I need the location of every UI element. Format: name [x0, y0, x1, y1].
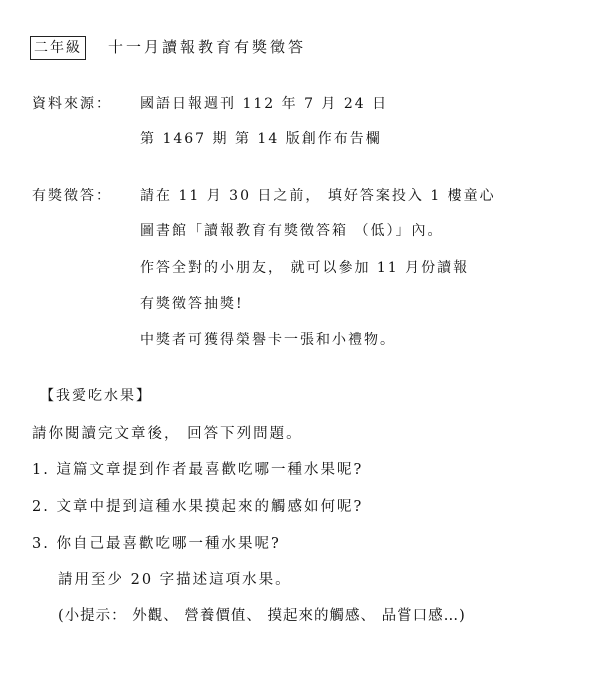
grade-label: 二年級 [30, 36, 86, 60]
question-3: 3. 你自己最喜歡吃哪一種水果呢? [32, 536, 281, 552]
source-label: 資料來源： [32, 96, 112, 112]
prize-label: 有獎徵答： [32, 188, 112, 204]
source-line-2: 第 1467 期 第 14 版創作布告欄 [140, 131, 382, 147]
hint-text: (小提示： 外觀、 營養價值、 摸起來的觸感、 品嘗口感…) [58, 608, 466, 624]
prize-line-2: 圖書館「讀報教育有獎徵答箱 （低）」內。 [140, 223, 444, 239]
topic-heading: 【我愛吃水果】 [40, 388, 152, 404]
source-line-1: 國語日報週刊 112 年 7 月 24 日 [140, 96, 389, 112]
prize-line-1: 請在 11 月 30 日之前， 填好答案投入 1 樓童心 [140, 188, 496, 204]
question-1: 1. 這篇文章提到作者最喜歡吃哪一種水果呢? [32, 462, 364, 478]
question-3-detail: 請用至少 20 字描述這項水果。 [58, 572, 292, 588]
prize-line-5: 中獎者可獲得榮譽卡一張和小禮物。 [140, 332, 396, 348]
instruction-text: 請你閱讀完文章後， 回答下列問題。 [32, 426, 303, 442]
prize-line-4: 有獎徵答抽獎! [140, 296, 244, 312]
prize-line-3: 作答全對的小朋友， 就可以參加 11 月份讀報 [140, 260, 470, 276]
page-title: 十一月讀報教育有獎徵答 [108, 38, 307, 56]
question-2: 2. 文章中提到這種水果摸起來的觸感如何呢? [32, 499, 364, 515]
